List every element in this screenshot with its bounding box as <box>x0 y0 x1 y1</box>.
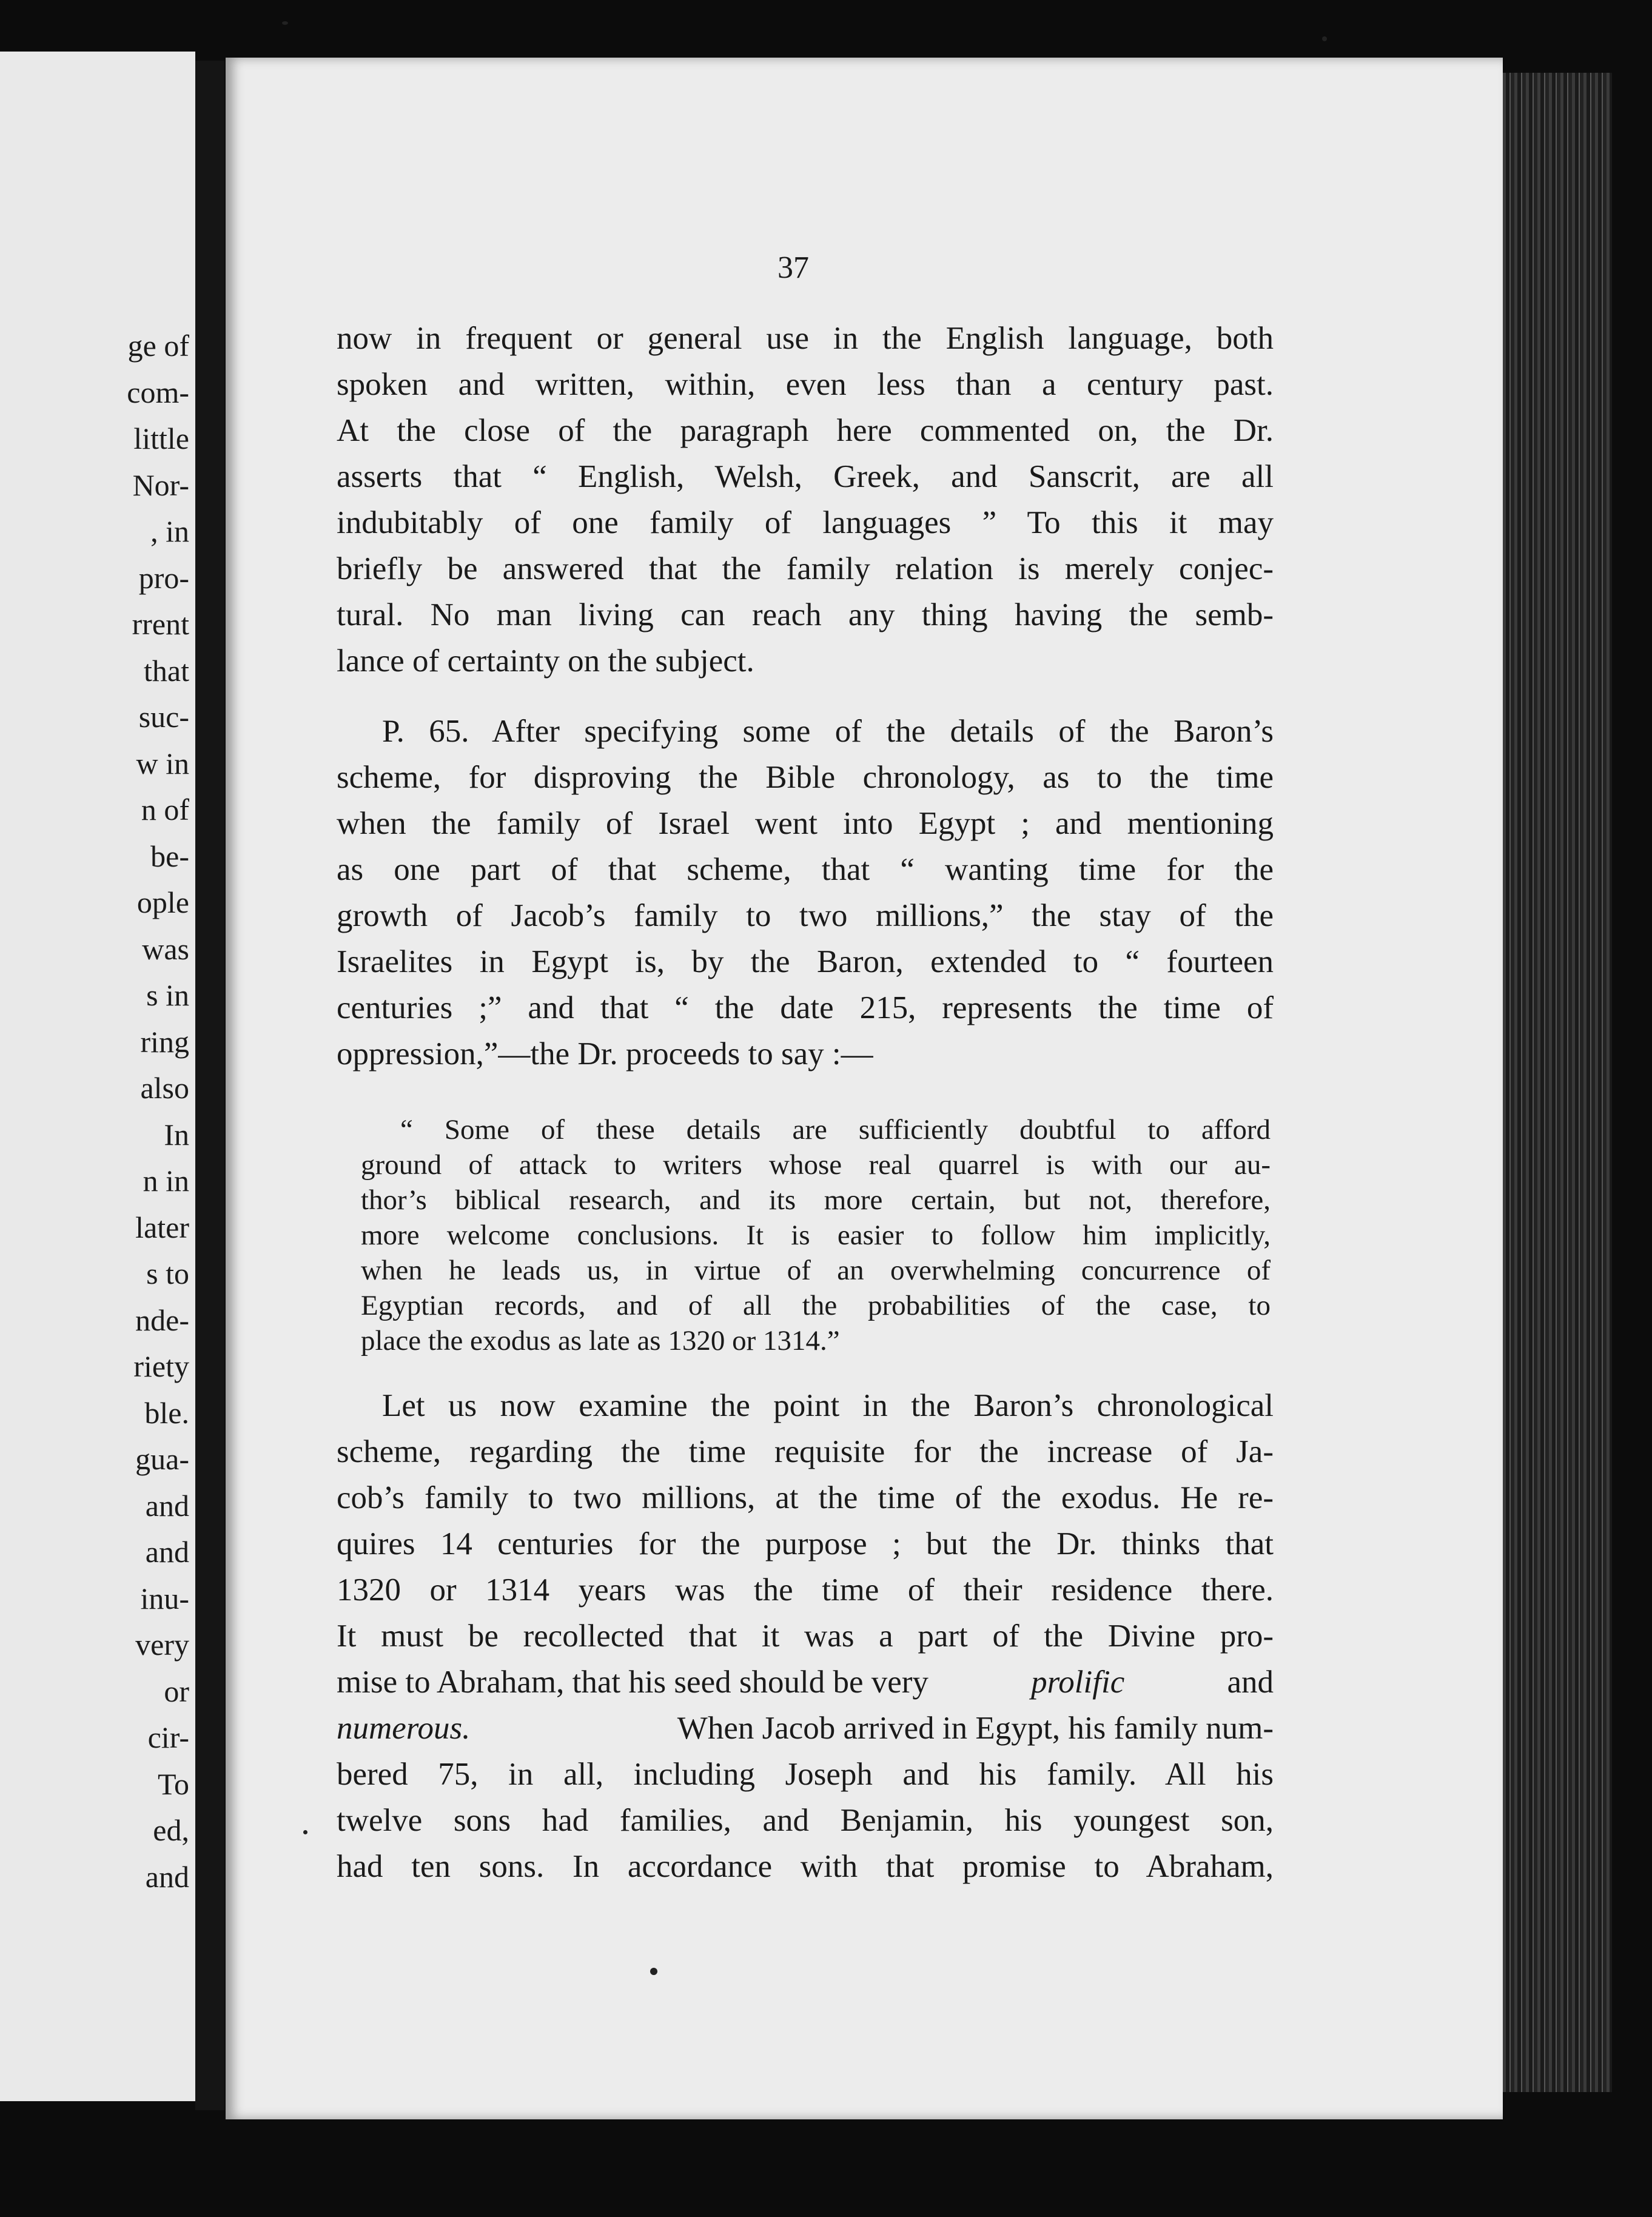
left-page-text-fragment: Nor- <box>132 468 189 502</box>
paragraph-1-line: spoken and written, within, even less than a century past. <box>337 367 1274 402</box>
left-page-text-fragment: ble. <box>144 1395 189 1430</box>
paragraph-3-line: 1320 or 1314 years was the time of their residence there. <box>337 1572 1274 1608</box>
paragraph-3-line: had ten sons. In accordance with that promise to Abraham, <box>337 1849 1274 1884</box>
paragraph-3-line: Let us now examine the point in the Baron’s chronological <box>382 1388 1274 1423</box>
left-page-text-fragment: also <box>140 1071 189 1105</box>
left-page-text-fragment: n of <box>141 793 189 827</box>
left-page-text-fragment: s in <box>146 978 189 1012</box>
quote-line: when he leads us, in virtue of an overwhelming concurrence of <box>361 1255 1271 1286</box>
left-page-text-fragment: nde- <box>135 1303 189 1337</box>
left-page-text-fragment: very <box>135 1628 189 1662</box>
paper-speck <box>650 1968 657 1975</box>
paragraph-3-line: bered 75, in all, including Joseph and his family. All his <box>337 1757 1274 1792</box>
left-page-text-fragment: ed, <box>153 1813 189 1847</box>
page-number: 37 <box>777 250 809 285</box>
book-gutter <box>195 61 224 2110</box>
paper-speck <box>303 1830 307 1834</box>
left-page-text-fragment: gua- <box>135 1442 189 1476</box>
quote-line: more welcome conclusions. It is easier to follow him implicitly, <box>361 1219 1271 1251</box>
paragraph-2-line: centuries ;” and that “ the date 215, represents the time of <box>337 990 1274 1025</box>
italic-word: numerous. <box>337 1711 471 1746</box>
paragraph-2-line: Israelites in Egypt is, by the Baron, extended to “ fourteen <box>337 944 1274 979</box>
left-page-text-fragment: To <box>157 1766 189 1801</box>
left-page-text-fragment: and <box>145 1859 189 1894</box>
paragraph-1-line: now in frequent or general use in the English language, both <box>337 321 1274 356</box>
paragraph-1-line: asserts that “ English, Welsh, Greek, and Sanscrit, are all <box>337 459 1274 494</box>
left-page-text-fragment: com- <box>127 375 189 409</box>
paper-speck <box>1322 36 1327 41</box>
quote-line: “ Some of these details are sufficiently doubtful to afford <box>400 1114 1271 1145</box>
paper-speck <box>282 21 288 25</box>
quote-line: thor’s biblical research, and its more certain, but not, therefore, <box>361 1184 1271 1216</box>
left-page-text-fragment: s to <box>146 1256 189 1290</box>
left-page-text-fragment: riety <box>133 1349 189 1383</box>
paragraph-3-line: twelve sons had families, and Benjamin, his youngest son, <box>337 1803 1274 1838</box>
paragraph-2-line: scheme, for disproving the Bible chronology, as to the time <box>337 760 1274 795</box>
paragraph-2-line: as one part of that scheme, that “ wanting time for the <box>337 852 1274 887</box>
line-text: mise to Abraham, that his seed should be very <box>337 1665 928 1700</box>
left-page-text-fragment: n in <box>143 1164 189 1198</box>
line-text: and <box>1227 1665 1274 1700</box>
paragraph-3-line: It must be recollected that it was a part of the Divine pro- <box>337 1618 1274 1654</box>
left-page-text-fragment: or <box>164 1674 189 1708</box>
quote-line: place the exodus as late as 1320 or 1314.” <box>361 1325 840 1357</box>
left-page-text-fragment: was <box>142 931 189 966</box>
left-page-text-fragment: later <box>135 1210 189 1244</box>
paragraph-1-line: lance of certainty on the subject. <box>337 643 754 679</box>
quote-line: Egyptian records, and of all the probabilities of the case, to <box>361 1290 1271 1321</box>
left-page-text-fragment: w in <box>136 746 189 780</box>
left-facing-page <box>0 52 195 2101</box>
left-page-text-fragment: rrent <box>132 607 189 641</box>
paragraph-2-line: growth of Jacob’s family to two millions,” the stay of the <box>337 898 1274 933</box>
paragraph-2-line: P. 65. After specifying some of the details of the Baron’s <box>382 714 1274 749</box>
paragraph-3-line <box>337 1666 1274 1699</box>
paragraph-3-line <box>337 1712 1274 1745</box>
left-page-text-fragment: be- <box>150 839 189 873</box>
paragraph-1-line: tural. No man living can reach any thing having the semb- <box>337 597 1274 632</box>
left-page-text-fragment: suc- <box>138 700 189 734</box>
paragraph-1-line: At the close of the paragraph here commented on, the Dr. <box>337 413 1274 448</box>
left-page-text-fragment: In <box>164 1117 189 1152</box>
left-page-text-fragment: little <box>133 421 189 455</box>
left-page-text-fragment: that <box>144 653 189 688</box>
paragraph-3-line: scheme, regarding the time requisite for the increase of Ja- <box>337 1434 1274 1469</box>
left-page-text-fragment: , in <box>150 514 189 548</box>
paragraph-2-line: oppression,”—the Dr. proceeds to say :— <box>337 1036 873 1072</box>
paragraph-3-line: cob’s family to two millions, at the time of the exodus. He re- <box>337 1480 1274 1515</box>
left-page-text-fragment: ring <box>140 1024 189 1059</box>
italic-word: prolific <box>1031 1665 1125 1700</box>
quote-line: ground of attack to writers whose real quarrel is with our au- <box>361 1149 1271 1181</box>
paragraph-1-line: indubitably of one family of languages ” To this it may <box>337 505 1274 540</box>
left-page-text-fragment: ge of <box>127 329 189 363</box>
left-page-text-fragment: cir- <box>147 1720 189 1754</box>
paragraph-3-line: quires 14 centuries for the purpose ; but the Dr. thinks that <box>337 1526 1274 1561</box>
page-edge-stack <box>1503 73 1612 2092</box>
paragraph-1-line: briefly be answered that the family relation is merely conjec- <box>337 551 1274 586</box>
left-page-text-fragment: and <box>145 1535 189 1569</box>
left-page-text-fragment: ople <box>136 885 189 919</box>
left-page-text-fragment: and <box>145 1488 189 1523</box>
paragraph-2-line: when the family of Israel went into Egypt ; and mentioning <box>337 806 1274 841</box>
left-page-text-fragment: inu- <box>140 1581 189 1615</box>
left-page-text-fragment: pro- <box>138 560 189 595</box>
line-text: When Jacob arrived in Egypt, his family num- <box>677 1711 1274 1746</box>
